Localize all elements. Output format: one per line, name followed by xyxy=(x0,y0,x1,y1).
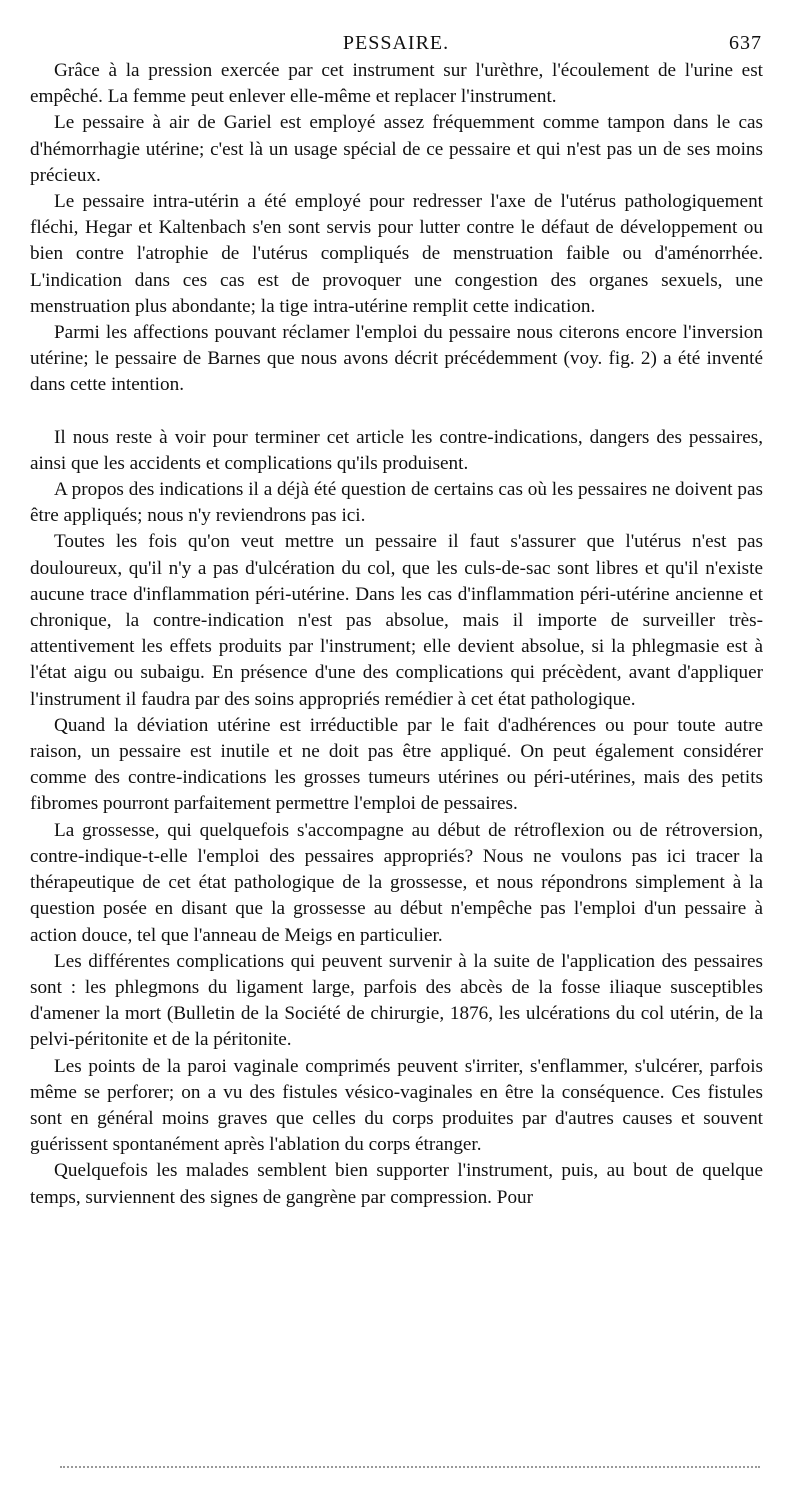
paragraph: Les points de la paroi vaginale comprimés peuvent s'irriter, s'enflammer, s'ulcérer, parfois même se perforer; on a vu des fistules vésico-vaginales en être la conséquence. Ces fistules sont en général moins graves que celles du corps produites par d'autres causes et souvent guérissent spontanément après l'ablation du corps étranger. xyxy=(30,1055,763,1156)
body-text xyxy=(30,58,763,1211)
paragraph: Grâce à la pression exercée par cet instrument sur l'urèthre, l'écoulement de l'urine est empêché. La femme peut enlever elle-même et replacer l'instrument. xyxy=(30,60,763,108)
paragraph: Le pessaire intra-utérin a été employé pour redresser l'axe de l'utérus pathologiquement fléchi, Hegar et Kaltenbach s'en sont servis pour lutter contre le défaut de développement ou bien contre l'atrophie de l'utérus compliqués de menstruation faible ou d'aménorrhée. L'indication dans ces cas est de provoquer une congestion des organes sexuels, une menstruation plus abondante; la tige intra-utérine remplit cette indication. xyxy=(30,191,763,317)
paragraph: Parmi les affections pouvant réclamer l'emploi du pessaire nous citerons encore l'inversion utérine; le pessaire de Barnes que nous avons décrit précédemment (voy. fig. 2) a été inventé dans cette intention. xyxy=(30,322,763,396)
paragraph: Quelquefois les malades semblent bien supporter l'instrument, puis, au bout de quelque temps, surviennent des signes de gangrène par compression. Pour xyxy=(30,1160,763,1208)
page-number: 637 xyxy=(729,32,762,54)
paragraph: Toutes les fois qu'on veut mettre un pessaire il faut s'assurer que l'utérus n'est pas douloureux, qu'il n'y a pas d'ulcération du col, que les culs-de-sac sont libres et qu'il n'existe aucune trace d'inflammation péri-utérine. Dans les cas d'inflammation péri-utérine ancienne et chronique, la contre-indication n'est pas absolue, mais il importe de surveiller très-attentivement les effets produits par l'instrument; elle devient absolue, si la phlegmasie est à l'état aigu ou subaigu. En présence d'une des complications qui précèdent, avant d'appliquer l'instrument il faudra par des soins appropriés remédier à cet état pathologique. xyxy=(30,531,763,710)
bottom-line-remnant xyxy=(60,1466,760,1468)
paragraph: A propos des indications il a déjà été question de certains cas où les pessaires ne doivent pas être appliqués; nous n'y reviendrons pas ici. xyxy=(30,479,763,527)
paragraph: Quand la déviation utérine est irréductible par le fait d'adhérences ou pour toute autre raison, un pessaire est inutile et ne doit pas être appliqué. On peut également considérer comme des contre-indications les grosses tumeurs utérines ou péri-utérines, mais des petits fibromes pourront parfaitement permettre l'emploi de pessaires. xyxy=(30,714,763,815)
running-header xyxy=(30,24,762,54)
paragraph: La grossesse, qui quelquefois s'accompagne au début de rétroflexion ou de rétroversion, contre-indique-t-elle l'emploi des pessaires appropriés? Nous ne voulons pas ici tracer la thérapeutique de cet état pathologique de la grossesse, et nous répondrons simplement à la question posée en disant que la grossesse au début n'empêche pas l'emploi d'un pessaire à action douce, tel que l'anneau de Meigs en particulier. xyxy=(30,819,763,946)
paragraph: Il nous reste à voir pour terminer cet article les contre-indications, dangers des pessaires, ainsi que les accidents et complications qu'ils produisent. xyxy=(30,426,763,474)
page-title: PESSAIRE. xyxy=(342,32,450,54)
paragraph: Le pessaire à air de Gariel est employé assez fréquemment comme tampon dans le cas d'hémorrhagie utérine; c'est là un usage spécial de ce pessaire et qui n'est pas un de ses moins précieux. xyxy=(30,112,763,186)
paragraph: Les différentes complications qui peuvent survenir à la suite de l'application des pessaires sont : les phlegmons du ligament large, parfois des abcès de la fosse iliaque susceptibles d'amener la mort (Bulletin de la Société de chirurgie, 1876, les ulcérations du col utérin, de la pelvi-péritonite et de la péritonite. xyxy=(30,950,763,1051)
